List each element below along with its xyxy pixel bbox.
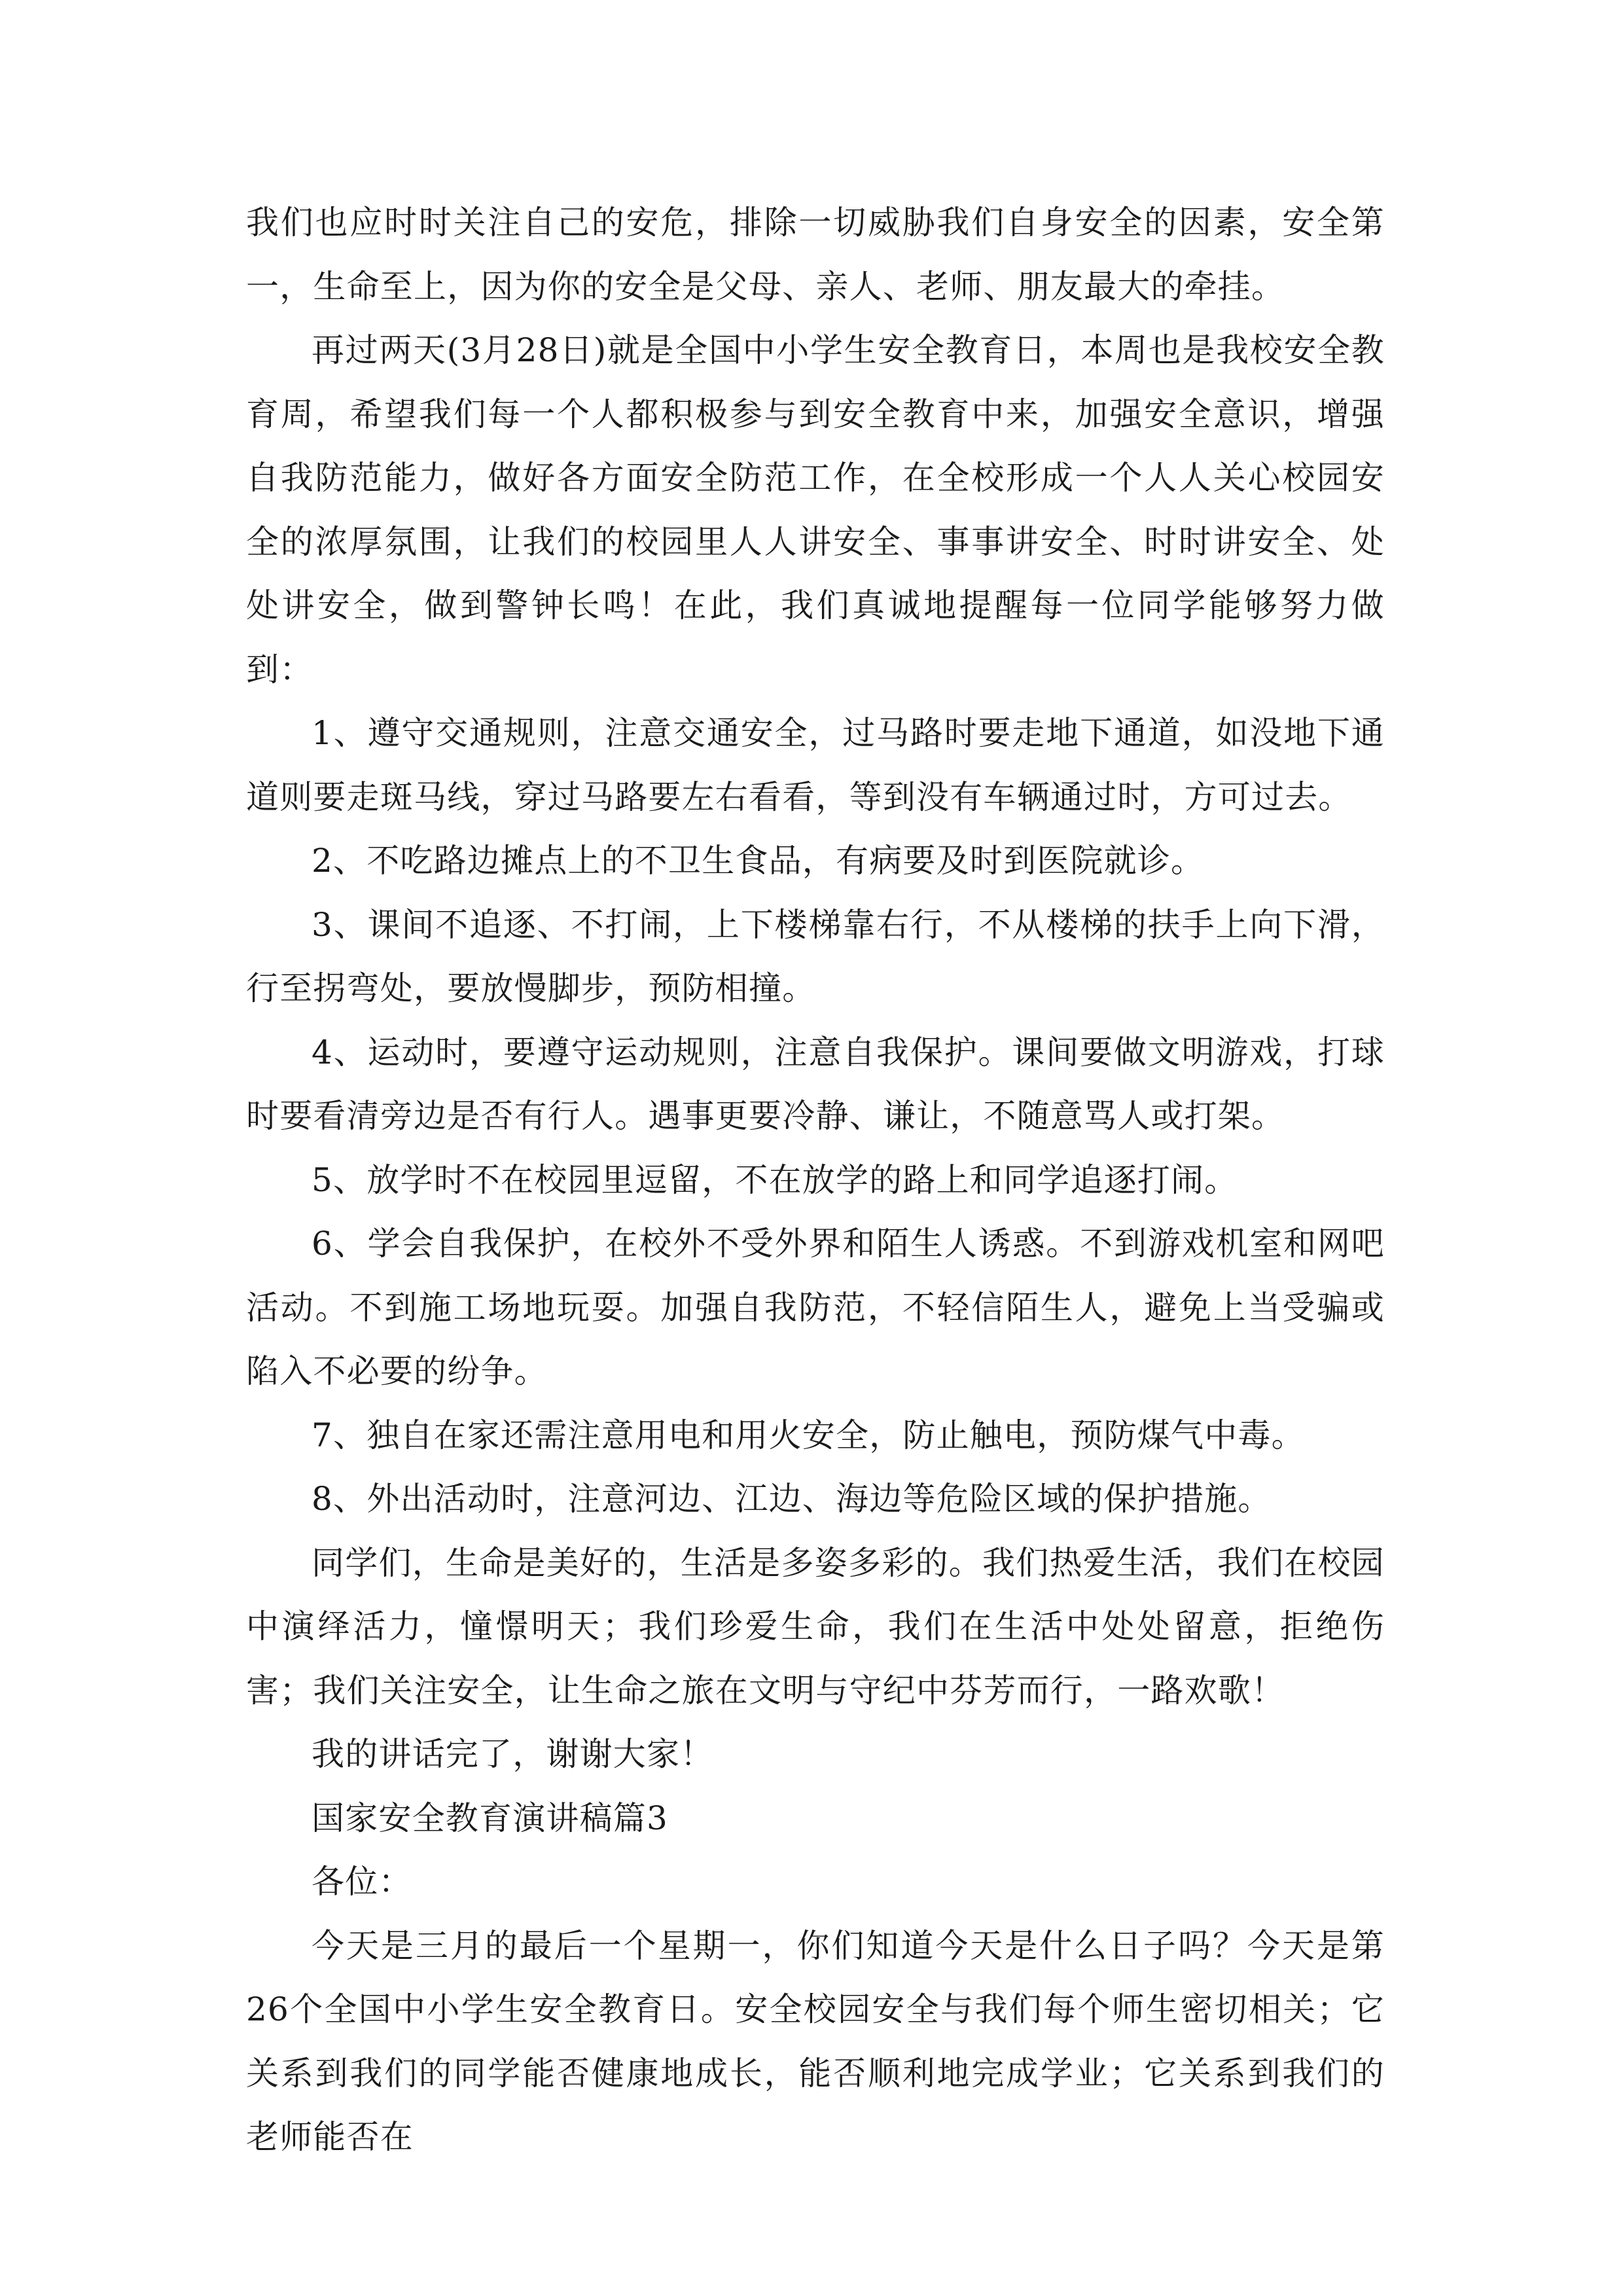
paragraph: 各位： (312, 1863, 412, 1901)
paragraph: 今天是三月的最后一个星期一，你们知道今天是什么日子吗？今天是第26个全国中小学生安全教育日。安全校园安全与我们每个师生密切相关；它关系到我们的同学能否健康地成长，能否顺利地完成学业；它关系到我们的老师能否在 (246, 1926, 1385, 2156)
paragraph: 1、遵守交通规则，注意交通安全，过马路时要走地下通道，如没地下通道则要走斑马线，穿过马路要左右看看，等到没有车辆通过时，方可过去。 (246, 714, 1385, 816)
paragraph: 国家安全教育演讲稿篇3 (312, 1799, 669, 1837)
paragraph: 6、学会自我保护，在校外不受外界和陌生人诱惑。不到游戏机室和网吧活动。不到施工场地玩耍。加强自我防范，不轻信陌生人，避免上当受骗或陷入不必要的纷争。 (246, 1225, 1385, 1390)
paragraph: 8、外出活动时，注意河边、江边、海边等危险区域的保护措施。 (312, 1480, 1272, 1518)
paragraph: 7、独自在家还需注意用电和用火安全，防止触电，预防煤气中毒。 (312, 1416, 1305, 1454)
paragraph: 5、放学时不在校园里逗留，不在放学的路上和同学追逐打闹。 (312, 1160, 1238, 1199)
paragraph: 2、不吃路边摊点上的不卫生食品，有病要及时到医院就诊。 (312, 842, 1205, 880)
paragraph: 同学们，生命是美好的，生活是多姿多彩的。我们热爱生活，我们在校园中演绎活力，憧憬明天；我们珍爱生命，我们在生活中处处留意，拒绝伤害；我们关注安全，让生命之旅在文明与守纪中芬芳而行，一路欢歌！ (246, 1543, 1385, 1710)
paragraph: 3、课间不追逐、不打闹，上下楼梯靠右行，不从楼梯的扶手上向下滑，行至拐弯处，要放慢脚步，预防相撞。 (246, 905, 1385, 1007)
document-body (246, 191, 1385, 2170)
paragraph: 我们也应时时关注自己的安危，排除一切威胁我们自身安全的因素，安全第一，生命至上，因为你的安全是父母、亲人、老师、朋友最大的牵挂。 (246, 204, 1385, 306)
paragraph: 再过两天(3月28日)就是全国中小学生安全教育日，本周也是我校安全教育周，希望我们每一个人都积极参与到安全教育中来，加强安全意识，增强自我防范能力，做好各方面安全防范工作，在全校形成一个人人关心校园安全的浓厚氛围，让我们的校园里人人讲安全、事事讲安全、时时讲安全、处处讲安全，做到警钟长鸣！在此，我们真诚地提醒每一位同学能够努力做到： (246, 331, 1385, 689)
paragraph: 4、运动时，要遵守运动规则，注意自我保护。课间要做文明游戏，打球时要看清旁边是否有行人。遇事更要冷静、谦让，不随意骂人或打架。 (246, 1033, 1385, 1135)
paragraph: 我的讲话完了，谢谢大家！ (312, 1735, 714, 1773)
